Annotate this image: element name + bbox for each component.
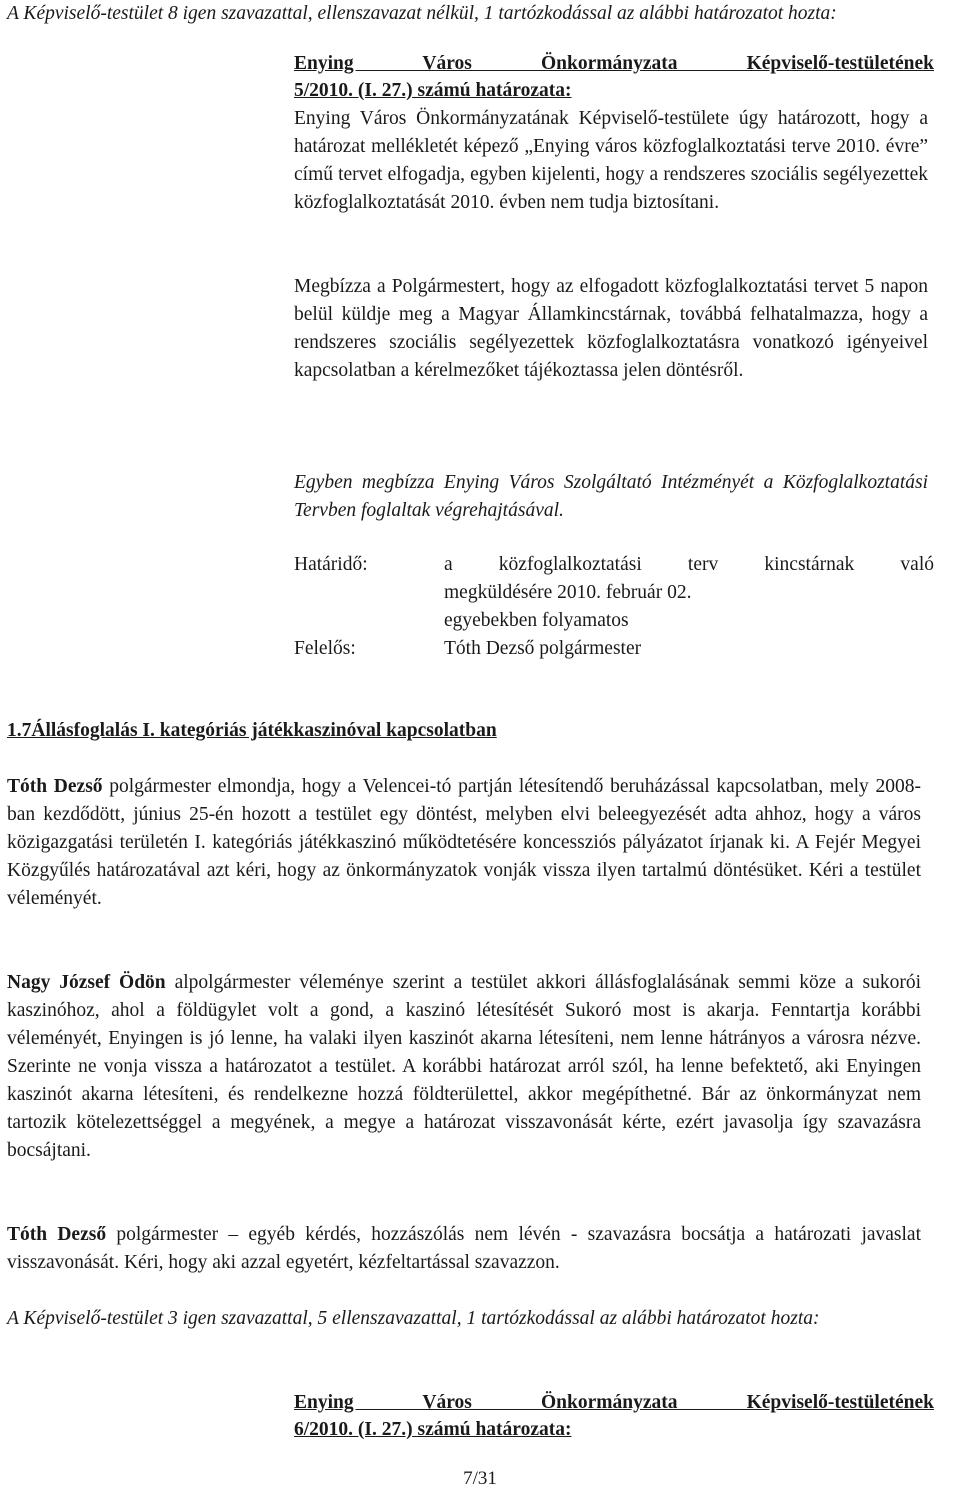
speaker-name: Nagy József Ödön [7,972,166,993]
deadline-value-line2: megküldésére 2010. február 02. [444,582,692,603]
deadline-label: Határidő: [294,554,368,575]
paragraph-3: Tóth Dezső polgármester – egyéb kérdés, hozzászólás nem lévén - szavazásra bocsátja a határozati javaslat visszavonását. Kéri, hogy aki azzal egyetért, kézfeltartással szavazzon. [7,1224,922,1273]
resolution-2-heading-line2: 6/2010. (I. 27.) számú határozata: [294,1419,572,1440]
deadline-block [294,551,934,663]
vote-statement-1: A Képviselő-testület 8 igen szavazattal, ellenszavazat nélkül, 1 tartózkodással az alábbi határozatot hozta: [7,3,837,24]
speaker-name: Tóth Dezső [7,776,103,797]
speaker-name: Tóth Dezső [7,1224,107,1245]
deadline-value-line3: egyebekben folyamatos [444,610,629,631]
paragraph-1: Tóth Dezső polgármester elmondja, hogy a Velencei-tó partján létesítendő beruházással kapcsolatban, mely 2008-ban kezdődött, június 25-én hozott a testület egy döntést, melyben elvi beleegyezését adta ahhoz, hogy a város közigazgatási területén I. kategóriás játékkaszinó működtetésére koncessziós pályázatot írjanak ki. A Fejér Megyei Közgyűlés határozatával azt kéri, hogy az önkormányzatok vonják vissza ilyen tartalmú döntésüket. Kéri a testület véleményét. [7,776,921,909]
paragraph-2: Nagy József Ödön alpolgármester véleménye szerint a testület akkori állásfoglalásának semmi köze a sukorói kaszinóhoz, ahol a földügylet volt a gond, a kaszinó létesítését Sukoró most is akarja. Fenntartja korábbi véleményét, Enyingen is jó lenne, ha valaki ilyen kaszinót akarna létesíteni, nem lenne hátrányos a városra nézve. Szerinte ne vonja vissza a határozatot a testület. A korábbi határozat arról szól, ha lenne befektető, aki Enyingen kaszinót akarna létesíteni, és rendelkezne hozzá földterülettel, akkor megépíthetné. Bár az önkormányzat nem tartozik kötelezettséggel a megyének, a megye a határozat visszavonását kérte, ezért javasolja így szavazásra bocsájtani. [7,972,921,1161]
page-number: 7/31 [463,1468,497,1489]
responsible-value: Tóth Dezső polgármester [444,638,642,659]
document-page [7,0,953,1493]
resolution-2-heading-line1: Enying Város Önkormányzata Képviselő-testületének [294,1392,934,1413]
section-title: 1.7Állásfoglalás I. kategóriás játékkaszinóval kapcsolatban [7,720,497,741]
deadline-value-line1: a közfoglalkoztatási terv kincstárnak való [444,554,934,575]
resolution-1-heading-line2: 5/2010. (I. 27.) számú határozata: [294,80,572,101]
resolution-1-body-1: Enying Város Önkormányzatának Képviselő-testülete úgy határozott, hogy a határozat mellékletét képező „Enying város közfoglalkoztatási terve 2010. évre” című tervet elfogadja, egyben kijelenti, hogy a rendszeres szociális segélyezettek közfoglalkoztatását 2010. évben nem tudja biztosítani. [294,108,928,213]
vote-statement-2: A Képviselő-testület 3 igen szavazattal, 5 ellenszavazattal, 1 tartózkodással az alábbi határozatot hozta: [7,1308,820,1329]
resolution-1-heading-line1: Enying Város Önkormányzata Képviselő-testületének [294,53,934,74]
responsible-label: Felelős: [294,638,356,659]
resolution-1-body-2: Megbízza a Polgármestert, hogy az elfogadott közfoglalkoztatási tervet 5 napon belül küldje meg a Magyar Államkincstárnak, továbbá felhatalmazza, hogy a rendszeres szociális segélyezettek közfoglalkoztatásra vonatkozó igényeivel kapcsolatban a kérelmezőket tájékoztassa jelen döntésről. [294,276,928,381]
resolution-1-body-3: Egyben megbízza Enying Város Szolgáltató Intézményét a Közfoglalkoztatási Tervben foglaltak végrehajtásával. [294,472,928,521]
